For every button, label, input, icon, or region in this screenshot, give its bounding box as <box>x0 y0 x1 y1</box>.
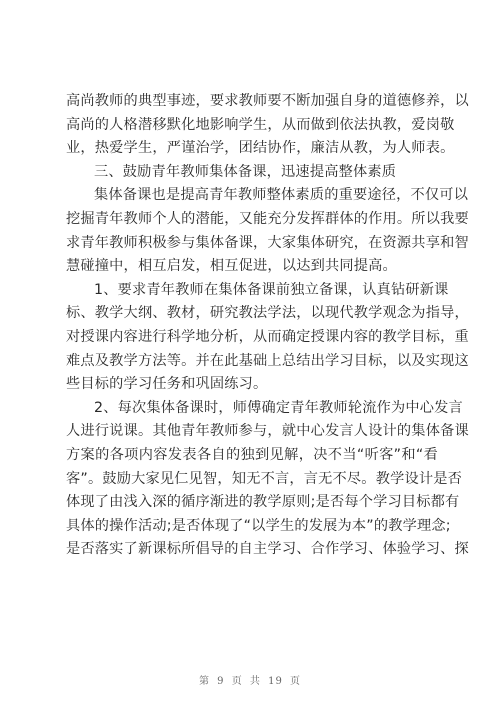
text-line: 高尚的人格潜移默化地影响学生，从而做到依法执教，爱岗敬 <box>66 116 455 133</box>
text-line: 慧碰撞中，相互启发，相互促进，以达到共同提高。 <box>66 258 397 275</box>
text-line: 标、教学大纲、教材，研究教法学法，以现代教学观念为指导， <box>66 305 469 322</box>
document-body <box>66 90 469 562</box>
text-line: 挖掘青年教师个人的潜能，又能充分发挥群体的作用。所以我要 <box>66 210 469 227</box>
text-line: 客”。鼓励大家见仁见智，知无不言，言无不尽。教学设计是否 <box>66 470 463 487</box>
text-line: 高尚教师的典型事迹，要求教师要不断加强自身的道德修养，以 <box>66 93 469 109</box>
text-line: 对授课内容进行科学地分析，从而确定授课内容的教学目标，重 <box>66 328 469 345</box>
text-line: 求青年教师积极参与集体备课，大家集体研究，在资源共享和智 <box>66 234 469 251</box>
text-line: 2、每次集体备课时，师傅确定青年教师轮流作为中心发言 <box>94 399 463 416</box>
text-line: 具体的操作活动;是否体现了“以学生的发展为本”的教学理念; <box>66 517 451 534</box>
text-line: 些目标的学习任务和巩固练习。 <box>66 376 268 393</box>
text-line: 业，热爱学生，严谨治学，团结协作，廉洁从教，为人师表。 <box>66 140 455 157</box>
text-line: 方案的各项内容发表各自的独到见解，决不当“听客”和“看 <box>66 446 438 463</box>
text-line: 1、要求青年教师在集体备课前独立备课，认真钻研新课 <box>94 281 449 298</box>
text-line: 体现了由浅入深的循序渐进的教学原则;是否每个学习目标都有 <box>66 494 460 511</box>
text-line: 是否落实了新课标所倡导的自主学习、合作学习、体验学习、探 <box>66 541 469 558</box>
text-line: 三、鼓励青年教师集体备课，迅速提高整体素质 <box>94 163 397 180</box>
text-line: 人进行说课。其他青年教师参与，就中心发言人设计的集体备课 <box>66 423 469 440</box>
text-line: 难点及教学方法等。并在此基础上总结出学习目标，以及实现这 <box>66 352 469 369</box>
page-number-footer: 第 9 页 共 19 页 <box>199 676 301 687</box>
text-line: 集体备课也是提高青年教师整体素质的重要途径，不仅可以 <box>94 187 469 204</box>
